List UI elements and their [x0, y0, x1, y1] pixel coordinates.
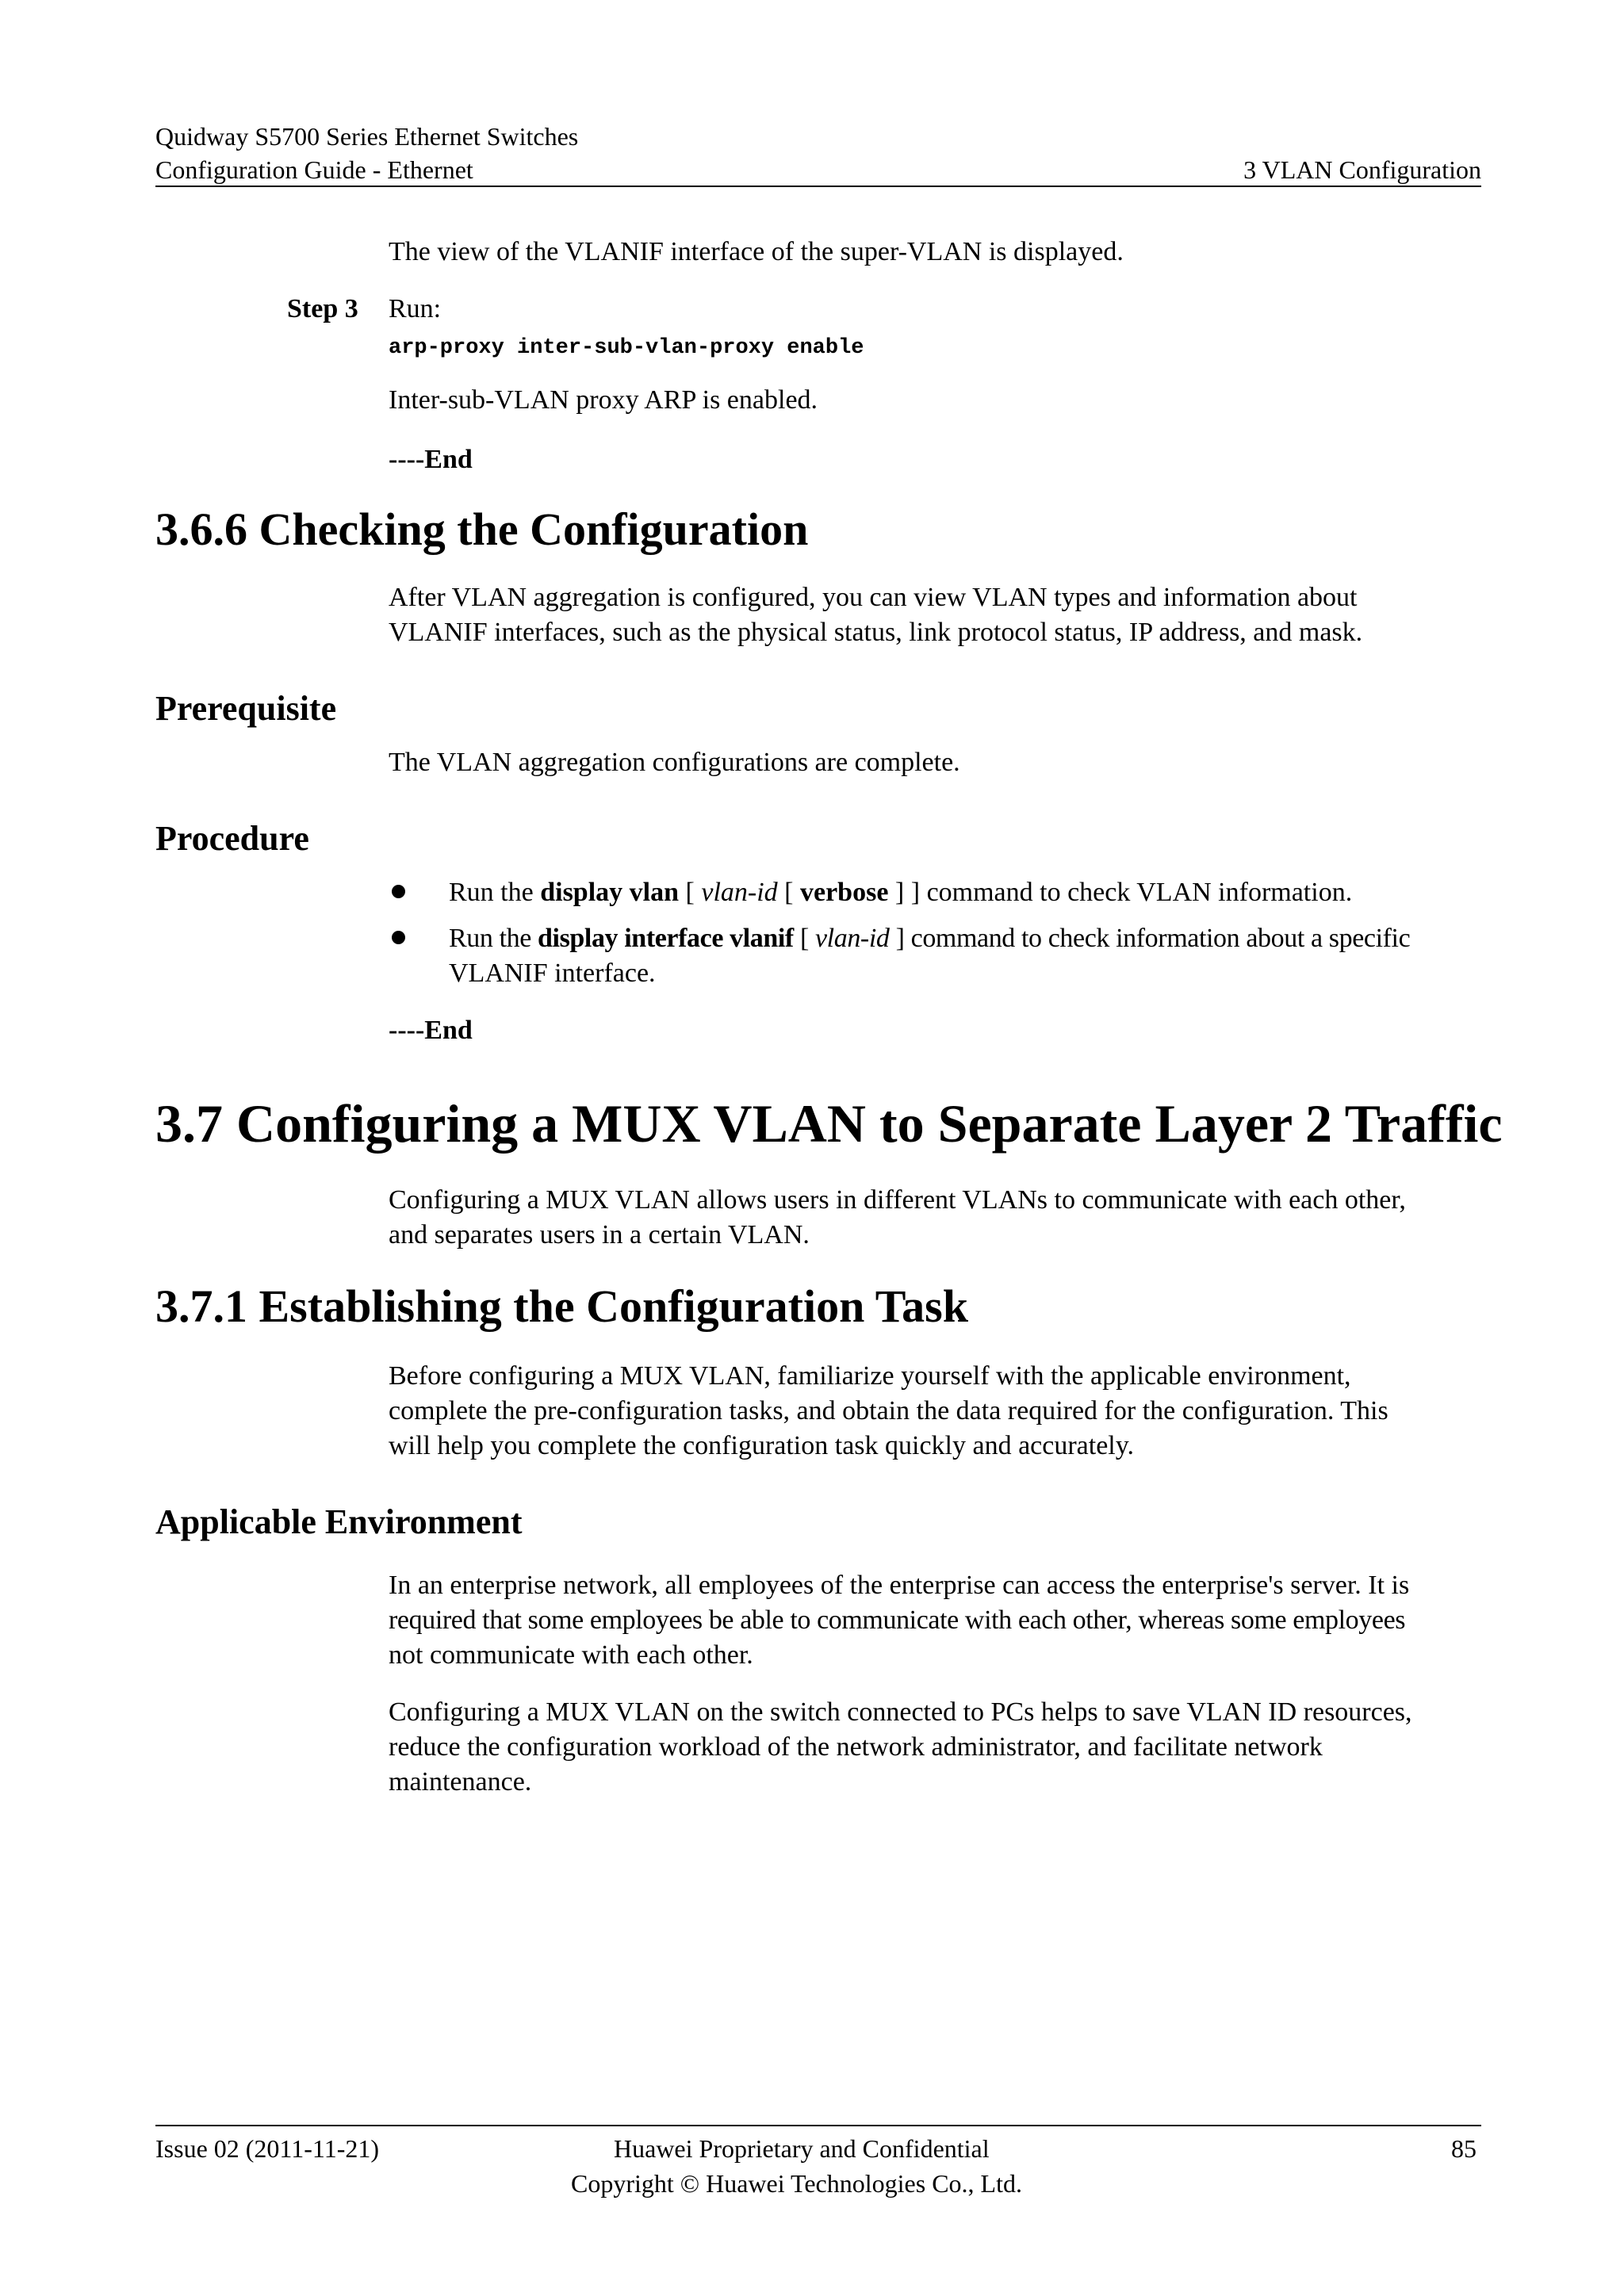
paragraph-371-line3: will help you complete the configuration task quickly and accurately. — [389, 1431, 1135, 1460]
step-run-text: Run: — [389, 294, 442, 323]
bullet-dot — [392, 931, 405, 944]
header-chapter: 3 VLAN Configuration — [1243, 155, 1481, 184]
command-argument: vlan-id — [701, 878, 778, 907]
bullet-text: [ — [793, 924, 815, 953]
bullet-item-display-interface-vlanif — [449, 921, 1483, 956]
paragraph-37-line2: and separates users in a certain VLAN. — [389, 1220, 810, 1249]
heading-procedure: Procedure — [155, 819, 309, 858]
footer-copyright: Copyright © Huawei Technologies Co., Ltd. — [571, 2169, 1022, 2198]
bullet-dot — [392, 885, 405, 898]
paragraph-371-line2: complete the pre-configuration tasks, and obtain the data required for the configuration. This — [389, 1396, 1388, 1425]
bullet-text: Run the — [449, 924, 538, 953]
paragraph-env1-line2: required that some employees be able to communicate with each other, whereas some employees — [389, 1605, 1406, 1635]
header-product: Quidway S5700 Series Ethernet Switches — [155, 122, 579, 151]
paragraph-366-line1: After VLAN aggregation is configured, you can view VLAN types and information about — [389, 583, 1358, 612]
paragraph-env2-line3: maintenance. — [389, 1767, 532, 1797]
command-name: display interface vlanif — [538, 924, 794, 953]
bullet-item-continuation: VLANIF interface. — [449, 959, 656, 988]
command-name: display vlan — [540, 878, 680, 907]
heading-applicable-environment: Applicable Environment — [155, 1502, 523, 1541]
chapter-heading-37: 3.7 Configuring a MUX VLAN to Separate Layer 2 Traffic — [155, 1093, 1503, 1154]
paragraph-37-line1: Configuring a MUX VLAN allows users in different VLANs to communicate with each other, — [389, 1185, 1406, 1215]
page-header — [155, 117, 1481, 187]
paragraph-371-line1: Before configuring a MUX VLAN, familiarize yourself with the applicable environment, — [389, 1361, 1351, 1391]
footer-confidential: Huawei Proprietary and Confidential — [614, 2134, 990, 2163]
header-guide: Configuration Guide - Ethernet — [155, 155, 473, 184]
bullet-text: [ — [679, 878, 702, 907]
step-result: Inter-sub-VLAN proxy ARP is enabled. — [389, 385, 818, 415]
bullet-text: Run the — [449, 878, 541, 907]
bullet-text: ] command to check information about a specific — [889, 924, 1411, 953]
bullet-text: ] ] command to check VLAN information. — [888, 878, 1353, 907]
paragraph-366-line2: VLANIF interfaces, such as the physical status, link protocol status, IP address, and mask. — [389, 618, 1363, 647]
step-label: Step 3 — [287, 294, 358, 323]
paragraph-env2-line1: Configuring a MUX VLAN on the switch connected to PCs helps to save VLAN ID resources, — [389, 1697, 1412, 1727]
bullet-item-display-vlan — [449, 875, 1483, 910]
end-marker: ----End — [389, 1016, 473, 1045]
footer-rule — [155, 2125, 1481, 2126]
bullet-text: [ — [777, 878, 800, 907]
command-argument: vlan-id — [814, 924, 890, 953]
step-command: arp-proxy inter-sub-vlan-proxy enable — [389, 336, 864, 360]
section-heading-371: 3.7.1 Establishing the Configuration Task — [155, 1280, 968, 1332]
section-heading-366: 3.6.6 Checking the Configuration — [155, 503, 809, 555]
vlanif-view-text: The view of the VLANIF interface of the super-VLAN is displayed. — [389, 237, 1124, 266]
end-marker: ----End — [389, 445, 473, 474]
paragraph-env1-line1: In an enterprise network, all employees of the enterprise can access the enterprise's server. It is — [389, 1571, 1410, 1600]
footer-page-number: 85 — [1451, 2134, 1477, 2163]
paragraph-env2-line2: reduce the configuration workload of the network administrator, and facilitate network — [389, 1732, 1323, 1762]
heading-prerequisite: Prerequisite — [155, 689, 337, 728]
footer-issue: Issue 02 (2011-11-21) — [155, 2134, 380, 2163]
paragraph-prerequisite: The VLAN aggregation configurations are complete. — [389, 748, 960, 777]
command-keyword: verbose — [800, 878, 889, 907]
paragraph-env1-line3: not communicate with each other. — [389, 1640, 753, 1670]
